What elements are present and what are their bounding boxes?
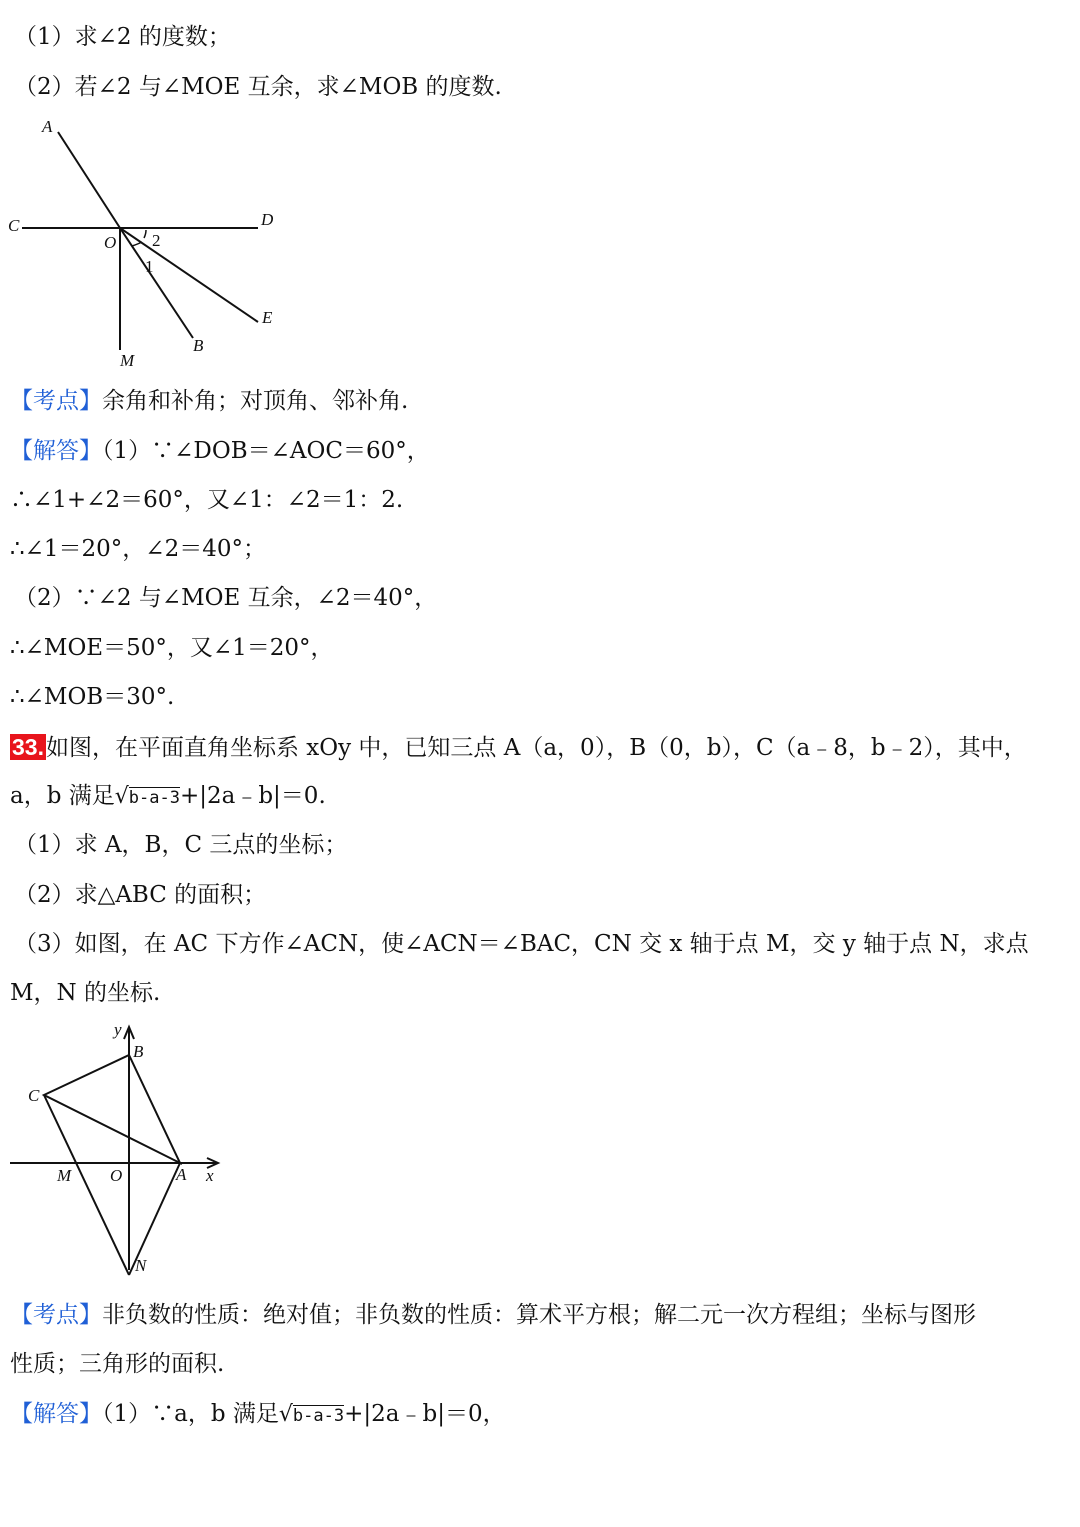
p33-kaodian-line-2: 性质；三角形的面积. xyxy=(10,1351,225,1377)
p32-jieda-line-1 xyxy=(10,436,430,466)
p33-question-3b: M，N 的坐标. xyxy=(10,980,161,1006)
sqrt-sign: √ xyxy=(114,784,129,809)
kaodian-tag: 【考点】 xyxy=(10,388,102,414)
p32-jieda-line-3: ∴∠1＝20°，∠2＝40°； xyxy=(10,536,266,562)
label-b: B xyxy=(133,1042,144,1061)
p32-question-1: （1）求∠2 的度数； xyxy=(14,24,231,50)
kaodian-text: 非负数的性质：绝对值；非负数的性质：算术平方根；解二元一次方程组；坐标与图形 xyxy=(102,1302,976,1328)
p33-stem-line-2 xyxy=(10,781,326,813)
kaodian-tag: 【考点】 xyxy=(10,1302,102,1328)
problem-number-badge: 33. xyxy=(12,734,44,760)
p32-jieda-line-5: ∴∠MOE＝50°，又∠1＝20°， xyxy=(10,635,334,661)
jieda-suffix: +|2a﹣b|＝0， xyxy=(344,1401,506,1427)
p33-question-3a: （3）如图，在 AC 下方作∠ACN，使∠ACN＝∠BAC，CN 交 x 轴于点 M，交 y 轴于点 N，求点 xyxy=(14,931,1029,957)
p33-question-2: （2）求△ABC 的面积； xyxy=(14,882,267,908)
p32-jieda-line-6: ∴∠MOB＝30°. xyxy=(10,684,175,710)
label-d: D xyxy=(261,210,274,229)
jieda-tag: 【解答】 xyxy=(10,438,102,464)
p33-jieda-line-1 xyxy=(10,1399,506,1431)
p33-stem-line-1 xyxy=(10,732,1027,763)
p32-kaodian xyxy=(10,386,408,416)
p33-question-1: （1）求 A，B，C 三点的坐标； xyxy=(14,832,348,858)
sqrt-radicand: b-a-3 xyxy=(128,788,180,808)
p33-kaodian-line-1 xyxy=(10,1300,976,1330)
label-b: B xyxy=(193,336,204,355)
label-n: N xyxy=(135,1256,147,1275)
label-c: C xyxy=(28,1086,40,1105)
line-ao xyxy=(58,132,120,228)
jieda-text: （1）∵∠DOB＝∠AOC＝60°， xyxy=(102,438,430,464)
label-m: M xyxy=(57,1166,72,1185)
angle-arc-2 xyxy=(144,230,146,238)
stem2-suffix: +|2a﹣b|＝0. xyxy=(179,783,326,809)
label-a: A xyxy=(42,117,53,136)
label-x: x xyxy=(206,1166,214,1185)
label-e: E xyxy=(262,308,273,327)
p32-jieda-line-4: （2）∵∠2 与∠MOE 互余，∠2＝40°， xyxy=(14,585,438,611)
stem2-prefix: a，b 满足 xyxy=(10,783,115,809)
label-y: y xyxy=(114,1020,122,1039)
label-angle-1: 1 xyxy=(145,257,154,276)
p33-stem-text: 如图，在平面直角坐标系 xOy 中，已知三点 A（a，0），B（0，b），C（a﹣8，b﹣2），其中， xyxy=(45,735,1027,761)
jieda-prefix: （1）∵a，b 满足 xyxy=(102,1401,279,1427)
p33-figure xyxy=(0,1015,240,1285)
label-o: O xyxy=(104,233,117,252)
kaodian-text: 余角和补角；对顶角、邻补角. xyxy=(102,388,409,414)
angle-arc-1 xyxy=(132,242,142,246)
label-o: O xyxy=(110,1166,123,1185)
label-c: C xyxy=(8,216,20,235)
sqrt-radicand: b-a-3 xyxy=(292,1406,345,1426)
label-m: M xyxy=(120,351,135,370)
label-angle-2: 2 xyxy=(152,231,161,250)
sqrt-sign: √ xyxy=(278,1402,293,1427)
triangle-abc xyxy=(44,1055,180,1163)
p32-figure xyxy=(0,110,300,375)
jieda-tag: 【解答】 xyxy=(10,1401,102,1427)
line-cn xyxy=(44,1095,129,1275)
p32-question-2: （2）若∠2 与∠MOE 互余，求∠MOB 的度数. xyxy=(14,74,502,100)
p32-jieda-line-2: ∴∠1+∠2＝60°，又∠1：∠2＝1：2. xyxy=(10,487,404,513)
label-a: A xyxy=(176,1165,187,1184)
